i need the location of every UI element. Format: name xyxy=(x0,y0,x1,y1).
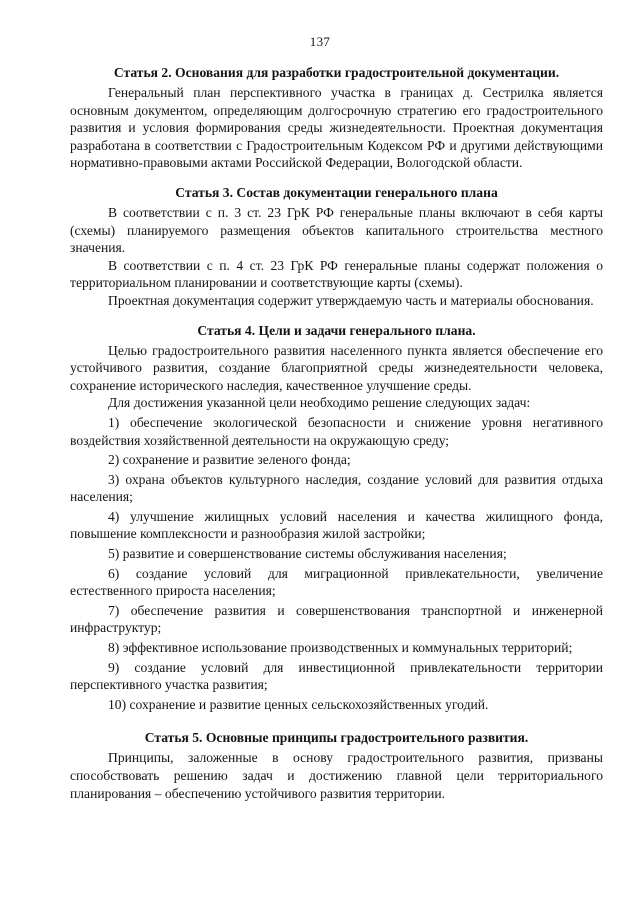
article-4-paragraph: Для достижения указанной цели необходимо решение следующих задач: xyxy=(108,395,531,411)
article-3-paragraph: В соответствии с п. 3 ст. 23 ГрК РФ генеральные планы включают в себя карты (схемы) планируемого размещения объектов капитального строительства местного значения. xyxy=(70,204,603,256)
page-number: 137 xyxy=(309,34,331,49)
article-5-heading: Статья 5. Основные принципы градостроительного развития. xyxy=(144,730,529,746)
task-list-item: 9) создание условий для инвестиционной привлекательности территории перспективного участка развития; xyxy=(70,659,603,693)
task-list-item: 3) охрана объектов культурного наследия, создание условий для развития отдыха населения; xyxy=(70,471,603,505)
article-4-paragraph: Целью градостроительного развития населенного пункта является обеспечение его устойчивого развития, создание благоприятной среды жизнедеятельности человека, сохранение исторического наследия, качественное улучшение среды. xyxy=(70,342,603,393)
article-2-paragraph: Генеральный план перспективного участка в границах д. Сестрилка является основным документом, определяющим долгосрочную стратегию его градостроительного развития и условия формирования среды жизнедеятельности. Проектная документация разработана в соответствии с Градостроительным Кодексом РФ и другими действующими нормативно-правовыми актами Российской Федерации, Вологодской области. xyxy=(70,85,603,171)
task-list-item: 4) улучшение жилищных условий населения и качества жилищного фонда, повышение комплексности и разнообразия жилой застройки; xyxy=(70,508,603,542)
article-3-heading: Статья 3. Состав документации генерального плана xyxy=(175,184,498,200)
task-list-item: 1) обеспечение экологической безопасности и снижение уровня негативного воздействия хозяйственной деятельности на окружающую среду; xyxy=(70,414,603,448)
document-body xyxy=(70,64,603,802)
task-list-item: 10) сохранение и развитие ценных сельскохозяйственных угодий. xyxy=(108,696,489,712)
article-4-heading: Статья 4. Цели и задачи генерального плана. xyxy=(197,322,476,338)
article-5-paragraph: Принципы, заложенные в основу градостроительного развития, призваны способствовать решению задач и достижению главной цели территориального планирования – обеспечению устойчивого развития территории. xyxy=(70,750,603,801)
task-list-item: 6) создание условий для миграционной привлекательности, увеличение естественного прироста населения; xyxy=(70,565,603,599)
task-list-item: 8) эффективное использование производственных и коммунальных территорий; xyxy=(108,640,573,656)
task-list-item: 7) обеспечение развития и совершенствования транспортной и инженерной инфраструктур; xyxy=(70,602,603,636)
task-list-item: 2) сохранение и развитие зеленого фонда; xyxy=(108,452,351,468)
article-2-heading: Статья 2. Основания для разработки градостроительной документации. xyxy=(113,65,560,80)
article-3-paragraph: Проектная документация содержит утверждаемую часть и материалы обоснования. xyxy=(108,292,594,308)
article-3-paragraph: В соответствии с п. 4 ст. 23 ГрК РФ генеральные планы содержат положения о территориальном планировании и соответствующие карты (схемы). xyxy=(70,257,603,291)
task-list-item: 5) развитие и совершенствование системы обслуживания населения; xyxy=(108,546,507,562)
